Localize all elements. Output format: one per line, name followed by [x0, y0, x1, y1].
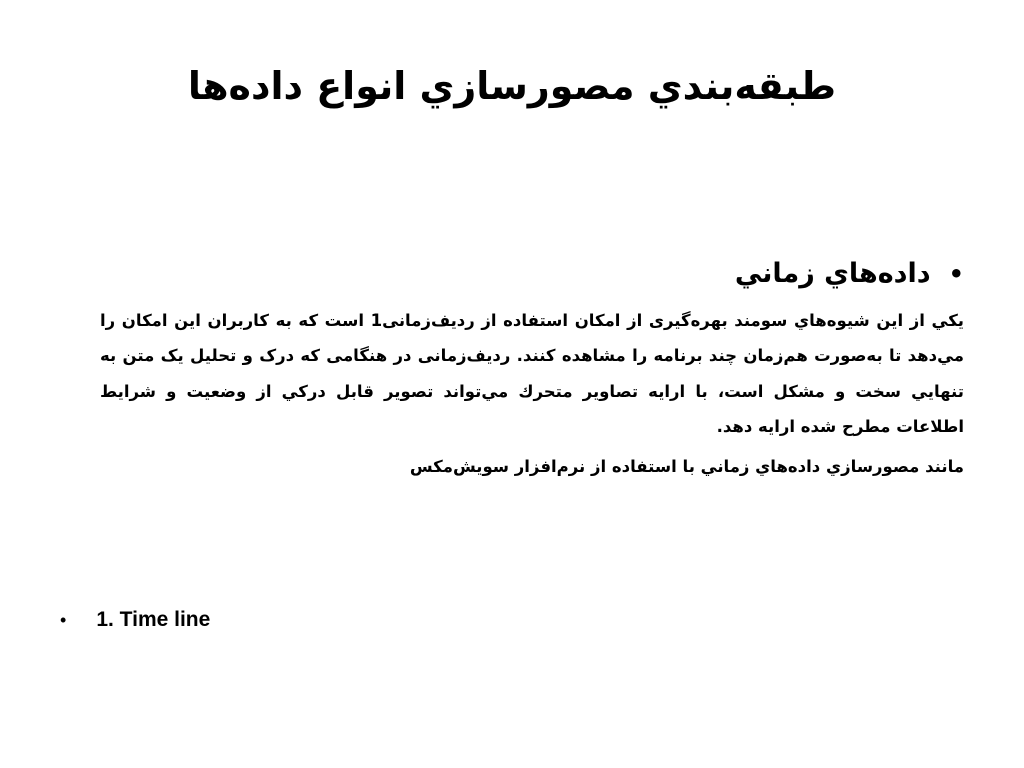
section-heading	[60, 255, 964, 293]
bullet-icon: •	[60, 610, 67, 630]
slide-title: طبقه‌بندي مصورسازي انواع داده‌ها	[187, 64, 837, 108]
footnote-label: 1. Time line	[96, 608, 211, 631]
bullet-icon: •	[948, 260, 964, 288]
section-example: مانند مصورسازي داده‌هاي زماني با استفاده از نرم‌افزار سويش‌مكس	[409, 456, 964, 476]
footnote-item	[60, 605, 210, 635]
slide-body	[60, 255, 964, 484]
section-paragraph: يكي از اين شيوه‌هاي سومند بهره‌گيری از امكان استفاده از رديف‌زمانی1 است كه به كاربران اين امكان را مي‌دهد تا به‌صورت هم‌زمان چند برنامه را مشاهده كنند. رديف‌زمانی در هنگامی كه درک و تحليل يک متن به تنهايي سخت و مشكل است، با ارايه تصاوير متحرك مي‌تواند تصوير قابل دركي از وضعيت و شرايط اطلاعات مطرح شده ارايه دهد.	[100, 310, 965, 437]
section-heading-text: داده‌هاي زماني	[734, 258, 931, 289]
